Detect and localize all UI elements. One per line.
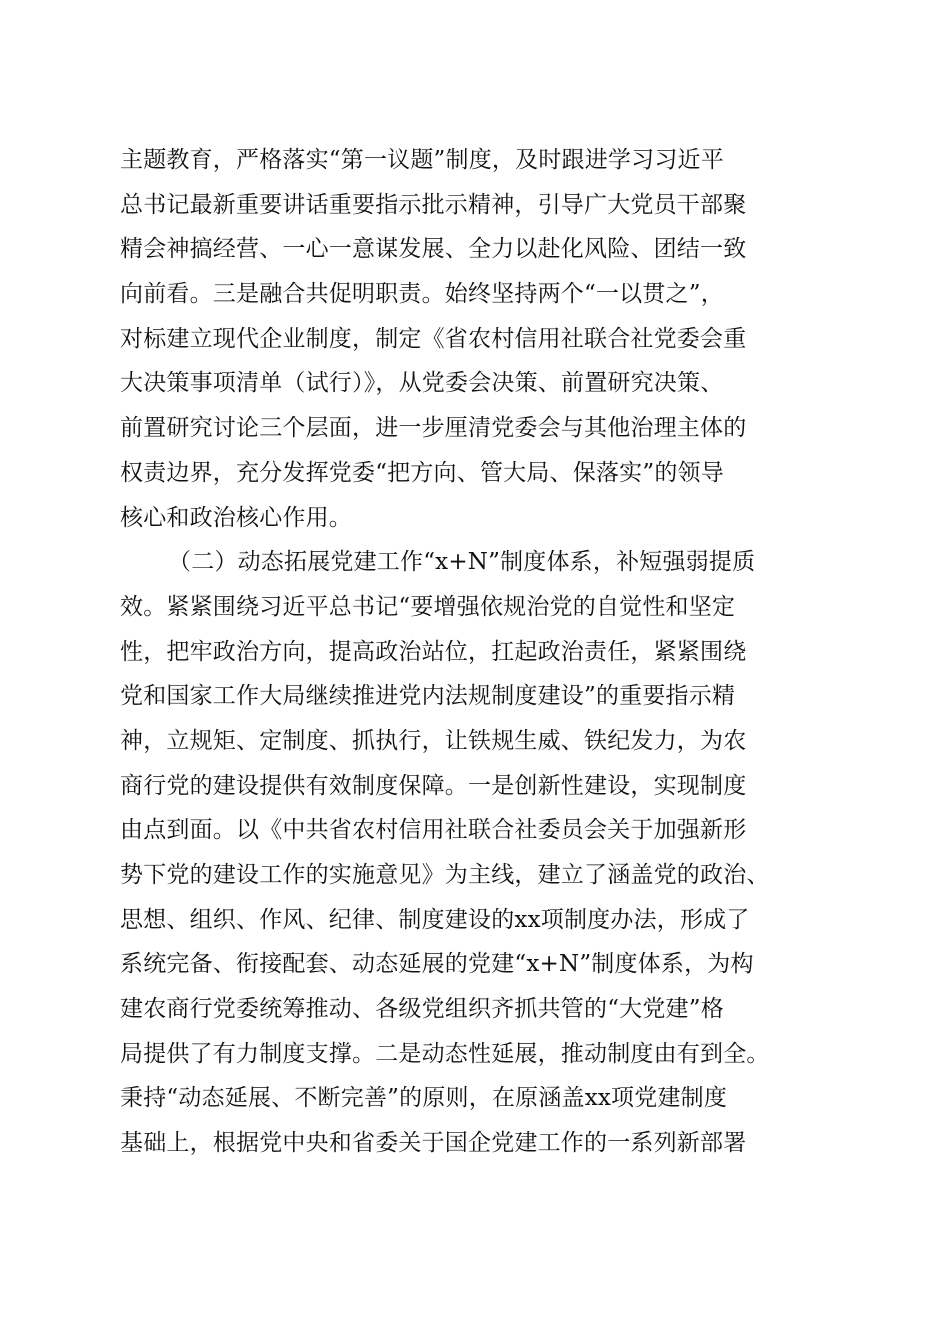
text-line: 神，立规矩、定制度、抓执行，让铁规生威、铁纪发力，为农 — [120, 727, 747, 754]
text-line: 前置研究讨论三个层面，进一步厘清党委会与其他治理主体的 — [120, 415, 747, 442]
text-line: 思想、组织、作风、纪律、制度建设的xx项制度办法，形成了 — [120, 906, 750, 933]
text-line: 核心和政治核心作用。 — [120, 504, 352, 531]
text-line: 精会神搞经营、一心一意谋发展、全力以赴化风险、团结一致 — [120, 236, 747, 263]
text-line: 由点到面。以《中共省农村信用社联合社委员会关于加强新形 — [120, 817, 747, 844]
body-text — [120, 138, 820, 1166]
text-line: 性，把牢政治方向，提高政治站位，扛起政治责任，紧紧围绕 — [120, 638, 747, 665]
text-line: 向前看。三是融合共促明职责。始终坚持两个“一以贯之”， — [120, 281, 724, 308]
text-line: 效。紧紧围绕习近平总书记“要增强依规治党的自觉性和坚定 — [120, 593, 736, 620]
text-line: 秉持“动态延展、不断完善”的原则，在原涵盖xx项党建制度 — [120, 1085, 728, 1112]
text-line: 建农商行党委统筹推动、各级党组织齐抓共管的“大党建”格 — [120, 996, 724, 1023]
text-line: 对标建立现代企业制度，制定《省农村信用社联合社党委会重 — [120, 325, 747, 352]
text-line: 局提供了有力制度支撑。二是动态性延展，推动制度由有到全。 — [120, 1040, 770, 1067]
text-line: 党和国家工作大局继续推进党内法规制度建设”的重要指示精 — [120, 683, 736, 710]
text-line: 权责边界，充分发挥党委“把方向、管大局、保落实”的领导 — [120, 459, 724, 486]
text-line: 基础上，根据党中央和省委关于国企党建工作的一系列新部署 — [120, 1130, 747, 1157]
text-line: 商行党的建设提供有效制度保障。一是创新性建设，实现制度 — [120, 772, 747, 799]
text-line: 势下党的建设工作的实施意见》为主线，建立了涵盖党的政治、 — [120, 862, 770, 888]
text-line: 总书记最新重要讲话重要指示批示精神，引导广大党员干部聚 — [120, 191, 747, 218]
text-line: 主题教育，严格落实“第一议题”制度，及时跟进学习习近平 — [120, 147, 724, 173]
text-line: 大决策事项清单（试行）》，从党委会决策、前置研究决策、 — [120, 370, 724, 397]
text-line: 系统完备、衔接配套、动态延展的党建“x+N”制度体系，为构 — [120, 951, 754, 978]
section-heading-line: （二）动态拓展党建工作“x+N”制度体系，补短强弱提质 — [168, 549, 756, 576]
